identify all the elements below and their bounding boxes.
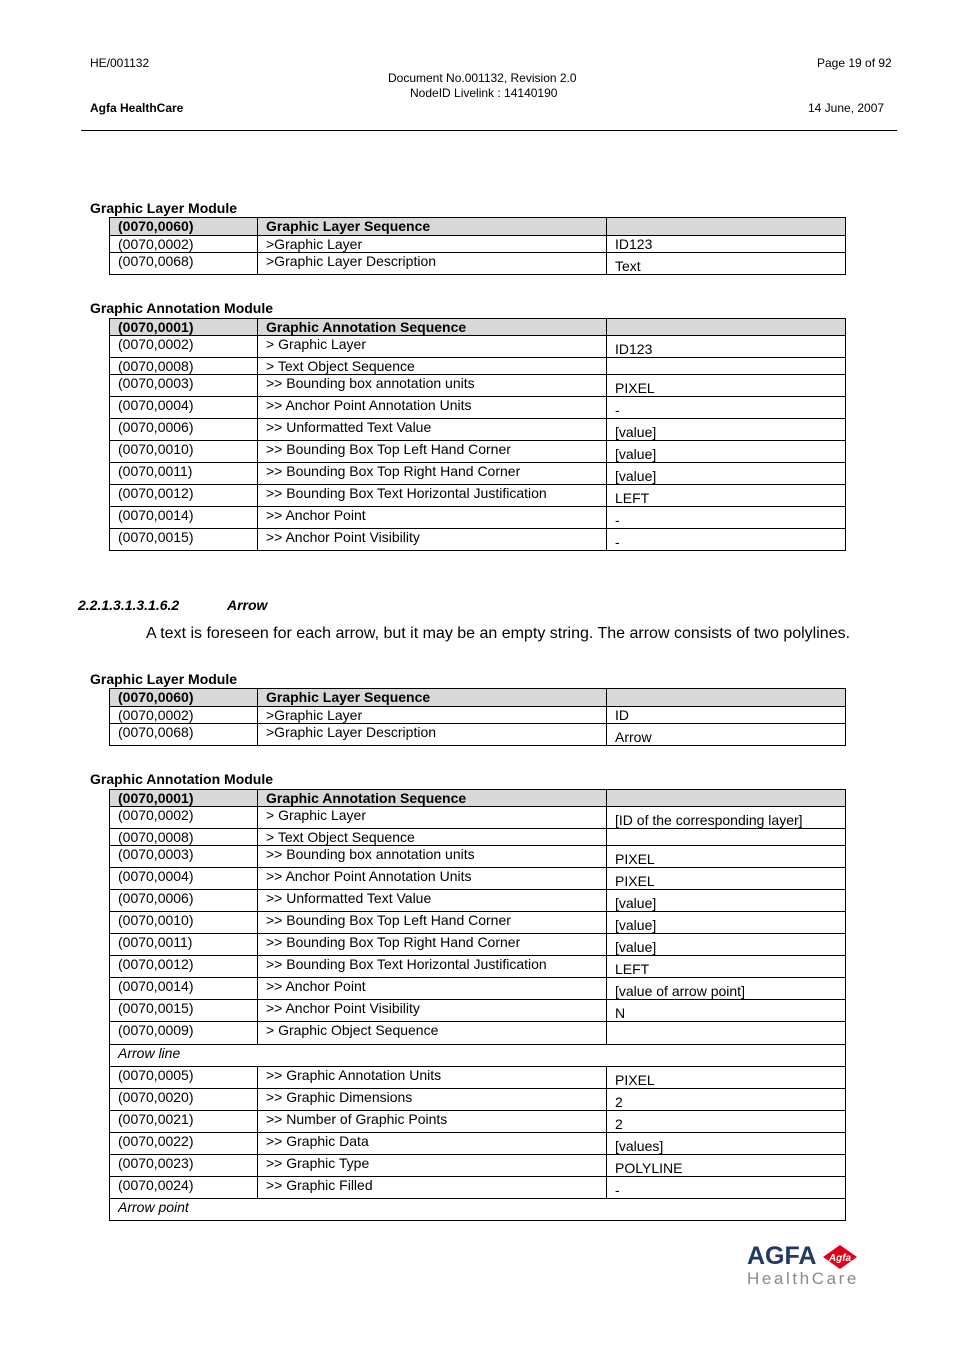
- value-cell: ID: [607, 707, 846, 724]
- table-row: [110, 1133, 846, 1155]
- header-divider: [81, 130, 897, 131]
- table-row: [110, 1177, 846, 1199]
- attribute-cell: Graphic Layer Sequence: [258, 218, 607, 236]
- tag-cell: (0070,0014): [110, 978, 258, 1000]
- tag-cell: (0070,0010): [110, 441, 258, 463]
- value-cell: PIXEL: [607, 1067, 846, 1089]
- attribute-cell: >> Number of Graphic Points: [258, 1111, 607, 1133]
- table-row: [110, 441, 846, 463]
- tag-cell: (0070,0021): [110, 1111, 258, 1133]
- attribute-cell: >> Anchor Point Annotation Units: [258, 868, 607, 890]
- attribute-cell: >> Bounding Box Top Right Hand Corner: [258, 463, 607, 485]
- attribute-cell: >> Bounding Box Top Right Hand Corner: [258, 934, 607, 956]
- table-row: [110, 978, 846, 1000]
- value-cell: ID123: [607, 336, 846, 358]
- node-id: NodeID Livelink : 14140190: [410, 86, 558, 100]
- table-row: [110, 218, 846, 236]
- attribute-cell: > Text Object Sequence: [258, 358, 607, 375]
- attribute-cell: >> Bounding box annotation units: [258, 375, 607, 397]
- section-paragraph: A text is foreseen for each arrow, but it may be an empty string. The arrow consists of two polylines.: [146, 625, 851, 642]
- tag-cell: (0070,0015): [110, 529, 258, 551]
- tag-cell: (0070,0003): [110, 846, 258, 868]
- table-row: [110, 507, 846, 529]
- attribute-cell: >> Anchor Point Visibility: [258, 1000, 607, 1022]
- section-number: 2.2.1.3.1.3.1.6.2: [78, 597, 180, 613]
- tag-cell: (0070,0068): [110, 253, 258, 275]
- graphic-layer-table: [109, 217, 846, 275]
- value-cell: LEFT: [607, 485, 846, 507]
- value-cell: [value of arrow point]: [607, 978, 846, 1000]
- agfa-healthcare-logo: [744, 1240, 864, 1288]
- tag-cell: (0070,0004): [110, 868, 258, 890]
- value-cell: [value]: [607, 890, 846, 912]
- attribute-cell: >> Bounding Box Text Horizontal Justification: [258, 485, 607, 507]
- graphic-annotation-table: [109, 789, 846, 1221]
- doc-code: HE/001132: [90, 56, 150, 70]
- table-row: [110, 790, 846, 807]
- tag-cell: (0070,0006): [110, 419, 258, 441]
- attribute-cell: > Text Object Sequence: [258, 829, 607, 846]
- value-cell: LEFT: [607, 956, 846, 978]
- value-cell: POLYLINE: [607, 1155, 846, 1177]
- table-row: [110, 375, 846, 397]
- tag-cell: (0070,0012): [110, 485, 258, 507]
- logo-badge-text: Agfa: [828, 1253, 852, 1264]
- value-cell: PIXEL: [607, 868, 846, 890]
- attribute-cell: >> Bounding Box Top Left Hand Corner: [258, 441, 607, 463]
- tag-cell: (0070,0005): [110, 1067, 258, 1089]
- tag-cell: (0070,0001): [110, 319, 258, 336]
- doc-date: 14 June, 2007: [808, 101, 885, 115]
- attribute-cell: >> Anchor Point: [258, 978, 607, 1000]
- value-cell: 2: [607, 1111, 846, 1133]
- tag-cell: (0070,0011): [110, 934, 258, 956]
- table-row: [110, 485, 846, 507]
- attribute-cell: >> Anchor Point: [258, 507, 607, 529]
- attribute-cell: >> Graphic Type: [258, 1155, 607, 1177]
- table-row: [110, 1089, 846, 1111]
- table-row: [110, 1022, 846, 1045]
- attribute-cell: >> Bounding Box Text Horizontal Justification: [258, 956, 607, 978]
- value-cell: [value]: [607, 463, 846, 485]
- logo-brand-text: AGFA: [747, 1242, 817, 1270]
- value-cell: 2: [607, 1089, 846, 1111]
- attribute-cell: Graphic Layer Sequence: [258, 689, 607, 707]
- value-cell: [607, 1022, 846, 1045]
- value-cell: PIXEL: [607, 375, 846, 397]
- module-title: Graphic Annotation Module: [90, 300, 274, 316]
- value-cell: [values]: [607, 1133, 846, 1155]
- value-cell: [607, 319, 846, 336]
- attribute-cell: Graphic Annotation Sequence: [258, 790, 607, 807]
- table-row: [110, 956, 846, 978]
- table-row: [110, 1111, 846, 1133]
- table-row: [110, 319, 846, 336]
- tag-cell: (0070,0068): [110, 724, 258, 746]
- value-cell: [value]: [607, 441, 846, 463]
- doc-number: Document No.001132, Revision 2.0: [388, 71, 577, 85]
- table-row: [110, 1155, 846, 1177]
- tag-cell: (0070,0002): [110, 336, 258, 358]
- tag-cell: (0070,0003): [110, 375, 258, 397]
- attribute-cell: > Graphic Layer: [258, 336, 607, 358]
- table-row: [110, 912, 846, 934]
- value-cell: [607, 689, 846, 707]
- table-row: [110, 890, 846, 912]
- table-row: [110, 868, 846, 890]
- table-row: [110, 829, 846, 846]
- value-cell: -: [607, 397, 846, 419]
- tag-cell: (0070,0060): [110, 218, 258, 236]
- table-row: [110, 846, 846, 868]
- tag-cell: (0070,0008): [110, 829, 258, 846]
- module-title: Graphic Annotation Module: [90, 771, 274, 787]
- tag-cell: (0070,0011): [110, 463, 258, 485]
- tag-cell: (0070,0002): [110, 707, 258, 724]
- tag-cell: (0070,0015): [110, 1000, 258, 1022]
- value-cell: [value]: [607, 934, 846, 956]
- tag-cell: (0070,0010): [110, 912, 258, 934]
- table-row: [110, 358, 846, 375]
- table-row: [110, 253, 846, 275]
- attribute-cell: >> Graphic Dimensions: [258, 1089, 607, 1111]
- tag-cell: (0070,0020): [110, 1089, 258, 1111]
- subsection-label: Arrow point: [110, 1199, 846, 1221]
- attribute-cell: >Graphic Layer: [258, 236, 607, 253]
- value-cell: PIXEL: [607, 846, 846, 868]
- tag-cell: (0070,0009): [110, 1022, 258, 1045]
- attribute-cell: Graphic Annotation Sequence: [258, 319, 607, 336]
- value-cell: -: [607, 529, 846, 551]
- page-number: Page 19 of 92: [817, 56, 892, 70]
- value-cell: [607, 218, 846, 236]
- table-row: [110, 463, 846, 485]
- value-cell: [607, 790, 846, 807]
- subsection-label: Arrow line: [110, 1045, 846, 1067]
- attribute-cell: >> Graphic Data: [258, 1133, 607, 1155]
- module-title: Graphic Layer Module: [90, 200, 238, 216]
- attribute-cell: >> Graphic Filled: [258, 1177, 607, 1199]
- subsection-row: [110, 1045, 846, 1067]
- attribute-cell: >> Graphic Annotation Units: [258, 1067, 607, 1089]
- attribute-cell: >Graphic Layer Description: [258, 724, 607, 746]
- table-row: [110, 707, 846, 724]
- value-cell: [607, 358, 846, 375]
- value-cell: [value]: [607, 912, 846, 934]
- attribute-cell: >> Unformatted Text Value: [258, 419, 607, 441]
- tag-cell: (0070,0006): [110, 890, 258, 912]
- attribute-cell: > Graphic Object Sequence: [258, 1022, 607, 1045]
- graphic-layer-table: [109, 688, 846, 746]
- attribute-cell: >> Unformatted Text Value: [258, 890, 607, 912]
- attribute-cell: >> Bounding box annotation units: [258, 846, 607, 868]
- value-cell: [607, 829, 846, 846]
- table-row: [110, 1067, 846, 1089]
- tag-cell: (0070,0014): [110, 507, 258, 529]
- table-row: [110, 724, 846, 746]
- attribute-cell: >Graphic Layer Description: [258, 253, 607, 275]
- value-cell: [ID of the corresponding layer]: [607, 807, 846, 829]
- attribute-cell: >> Anchor Point Visibility: [258, 529, 607, 551]
- tag-cell: (0070,0004): [110, 397, 258, 419]
- table-row: [110, 807, 846, 829]
- table-row: [110, 1000, 846, 1022]
- tag-cell: (0070,0024): [110, 1177, 258, 1199]
- tag-cell: (0070,0002): [110, 236, 258, 253]
- tag-cell: (0070,0022): [110, 1133, 258, 1155]
- attribute-cell: >> Anchor Point Annotation Units: [258, 397, 607, 419]
- value-cell: Text: [607, 253, 846, 275]
- table-row: [110, 419, 846, 441]
- value-cell: ID123: [607, 236, 846, 253]
- table-row: [110, 236, 846, 253]
- value-cell: -: [607, 1177, 846, 1199]
- table-row: [110, 397, 846, 419]
- value-cell: -: [607, 507, 846, 529]
- attribute-cell: > Graphic Layer: [258, 807, 607, 829]
- tag-cell: (0070,0012): [110, 956, 258, 978]
- tag-cell: (0070,0023): [110, 1155, 258, 1177]
- attribute-cell: >Graphic Layer: [258, 707, 607, 724]
- table-row: [110, 529, 846, 551]
- table-row: [110, 336, 846, 358]
- section-title: Arrow: [227, 597, 268, 613]
- subsection-row: [110, 1199, 846, 1221]
- table-row: [110, 689, 846, 707]
- value-cell: Arrow: [607, 724, 846, 746]
- company-name: Agfa HealthCare: [90, 101, 184, 115]
- table-row: [110, 934, 846, 956]
- tag-cell: (0070,0060): [110, 689, 258, 707]
- module-title: Graphic Layer Module: [90, 671, 238, 687]
- graphic-annotation-table: [109, 318, 846, 551]
- logo-tagline: HealthCare: [747, 1269, 859, 1288]
- tag-cell: (0070,0002): [110, 807, 258, 829]
- value-cell: [value]: [607, 419, 846, 441]
- tag-cell: (0070,0008): [110, 358, 258, 375]
- attribute-cell: >> Bounding Box Top Left Hand Corner: [258, 912, 607, 934]
- tag-cell: (0070,0001): [110, 790, 258, 807]
- value-cell: N: [607, 1000, 846, 1022]
